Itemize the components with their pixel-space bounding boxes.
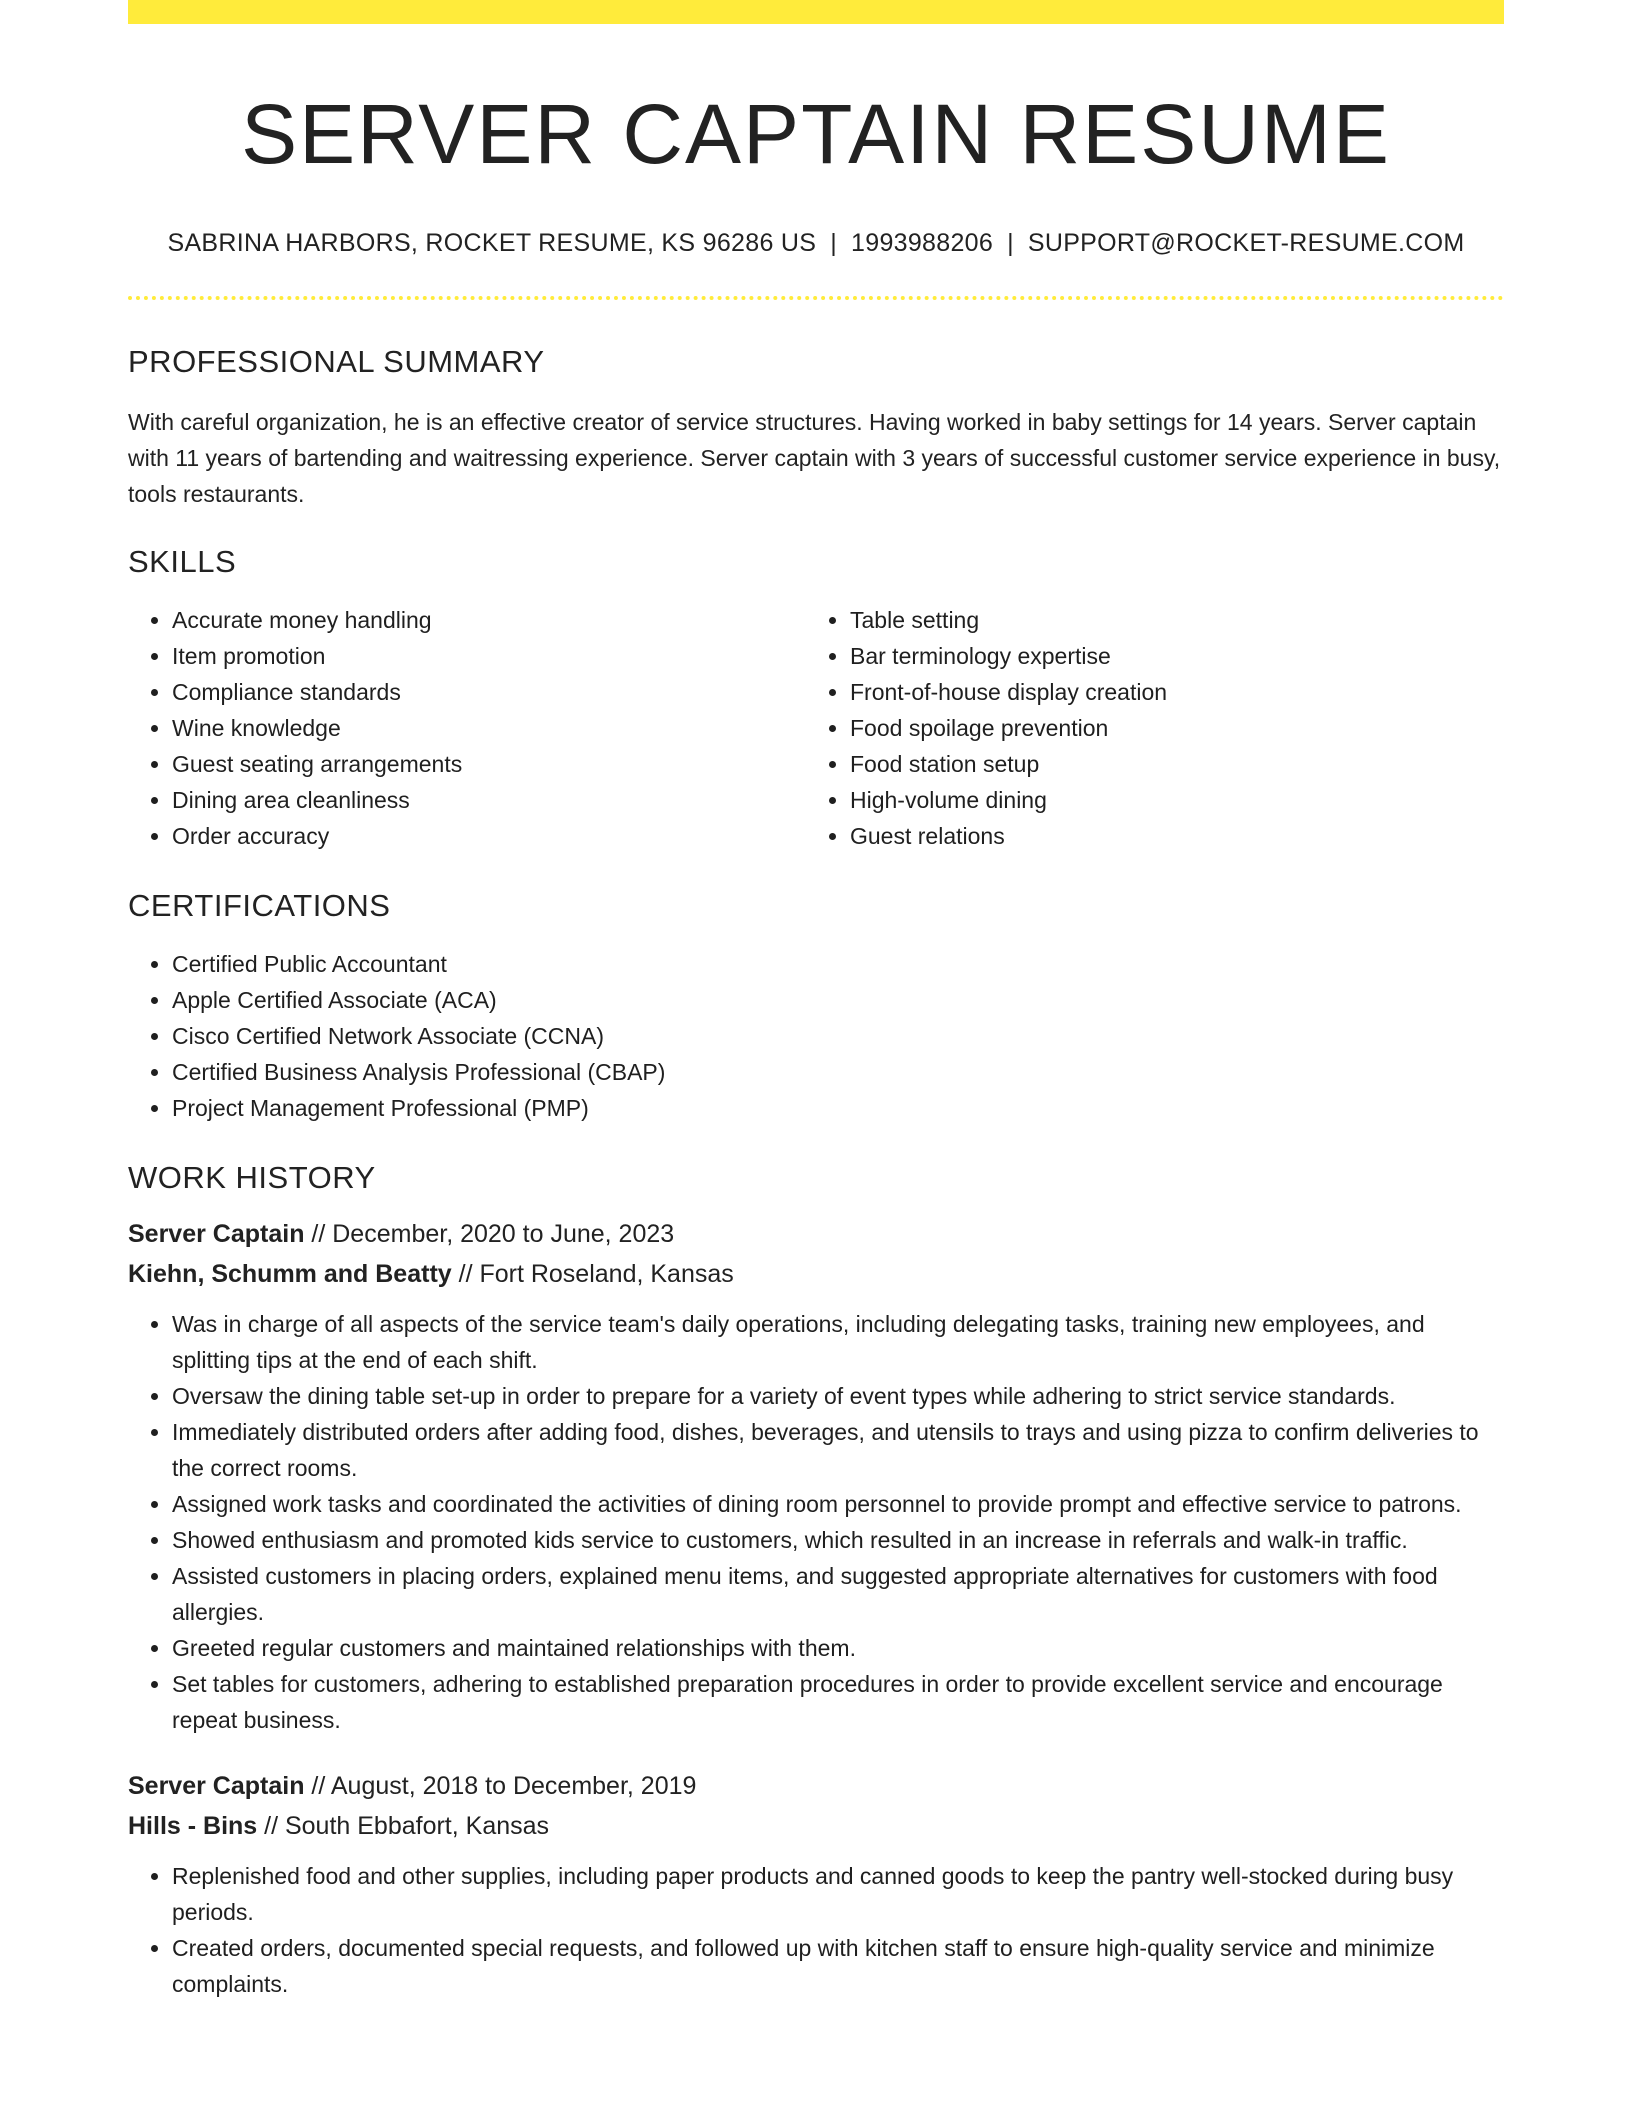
skill-item: • Guest seating arrangements (172, 746, 806, 782)
contact-line (128, 229, 1504, 258)
contact-separator: | (830, 228, 838, 257)
job-bullet-item: • Assigned work tasks and coordinated the activities of dining room personnel to provide prompt and effective service to patrons. (172, 1486, 1504, 1522)
job-title-line (128, 1766, 1504, 1806)
skill-item: • Table setting (850, 602, 1484, 638)
contact-phone: 1993988206 (851, 228, 994, 257)
dotted-divider (128, 296, 1504, 300)
skill-item: • Order accuracy (172, 818, 806, 854)
certification-item: • Certified Public Accountant (172, 946, 1504, 982)
skill-item: • Food station setup (850, 746, 1484, 782)
summary-heading: PROFESSIONAL SUMMARY (128, 343, 545, 379)
skill-item: • High-volume dining (850, 782, 1484, 818)
job-title-line (128, 1214, 1504, 1254)
contact-separator: | (1007, 228, 1014, 257)
job-bullets (128, 1858, 1504, 2002)
job-dates: // December, 2020 to June, 2023 (304, 1219, 675, 1248)
job-company: Kiehn, Schumm and Beatty (128, 1259, 452, 1288)
certifications-list (128, 946, 1504, 1126)
job-bullet-item: • Replenished food and other supplies, including paper products and canned goods to keep the pantry well-stocked during busy periods. (172, 1858, 1504, 1930)
job-bullet-item: • Greeted regular customers and maintained relationships with them. (172, 1630, 1504, 1666)
certification-item: • Apple Certified Associate (ACA) (172, 982, 1504, 1018)
skills-list-right (806, 602, 1484, 854)
job-bullet-item: • Assisted customers in placing orders, explained menu items, and suggested appropriate alternatives for customers with food allergies. (172, 1558, 1504, 1630)
job-dates: // August, 2018 to December, 2019 (304, 1771, 697, 1800)
skill-item: • Front-of-house display creation (850, 674, 1484, 710)
resume-title: SERVER CAPTAIN RESUME (241, 87, 1391, 181)
skill-item: • Food spoilage prevention (850, 710, 1484, 746)
job-entry (128, 1766, 1504, 2002)
contact-address: SABRINA HARBORS, ROCKET RESUME, KS 96286 US (167, 228, 817, 257)
job-entry (128, 1214, 1504, 1738)
skill-item: • Compliance standards (172, 674, 806, 710)
job-company-line (128, 1806, 1504, 1846)
certifications-heading: CERTIFICATIONS (128, 887, 391, 923)
work-history-heading: WORK HISTORY (128, 1159, 376, 1195)
job-location: // Fort Roseland, Kansas (451, 1259, 734, 1288)
job-location: // South Ebbafort, Kansas (257, 1811, 550, 1840)
certification-item: • Certified Business Analysis Professional (CBAP) (172, 1054, 1504, 1090)
job-bullet-item: • Oversaw the dining table set-up in order to prepare for a variety of event types while adhering to strict service standards. (172, 1378, 1504, 1414)
skills-heading: SKILLS (128, 543, 237, 579)
job-title: Server Captain (128, 1219, 305, 1248)
job-bullet-item: • Set tables for customers, adhering to established preparation procedures in order to provide excellent service and encourage repeat business. (172, 1666, 1504, 1738)
job-bullet-item: • Was in charge of all aspects of the service team's daily operations, including delegating tasks, training new employees, and splitting tips at the end of each shift. (172, 1306, 1504, 1378)
skill-item: • Wine knowledge (172, 710, 806, 746)
job-company-line (128, 1254, 1504, 1294)
resume-page (128, 0, 1504, 2002)
summary-text: With careful organization, he is an effective creator of service structures. Having worked in baby settings for 14 years. Server captain with 11 years of bartending and waitressing experience. Server captain with 3 years of successful customer service experience in busy, tools restaurants. (128, 408, 1501, 507)
job-title: Server Captain (128, 1771, 305, 1800)
skill-item: • Bar terminology expertise (850, 638, 1484, 674)
skills-grid (128, 602, 1504, 854)
job-company: Hills - Bins (128, 1811, 258, 1840)
skill-item: • Guest relations (850, 818, 1484, 854)
skill-item: • Item promotion (172, 638, 806, 674)
certification-item: • Project Management Professional (PMP) (172, 1090, 1504, 1126)
accent-top-bar (128, 0, 1504, 24)
job-bullet-item: • Immediately distributed orders after adding food, dishes, beverages, and utensils to trays and using pizza to confirm deliveries to the correct rooms. (172, 1414, 1504, 1486)
job-bullets (128, 1306, 1504, 1738)
skill-item: • Accurate money handling (172, 602, 806, 638)
contact-email: SUPPORT@ROCKET-RESUME.COM (1027, 228, 1465, 257)
job-bullet-item: • Showed enthusiasm and promoted kids service to customers, which resulted in an increase in referrals and walk-in traffic. (172, 1522, 1504, 1558)
skills-list-left (128, 602, 806, 854)
certification-item: • Cisco Certified Network Associate (CCNA) (172, 1018, 1504, 1054)
skill-item: • Dining area cleanliness (172, 782, 806, 818)
job-bullet-item: • Created orders, documented special requests, and followed up with kitchen staff to ensure high-quality service and minimize complaints. (172, 1930, 1504, 2002)
